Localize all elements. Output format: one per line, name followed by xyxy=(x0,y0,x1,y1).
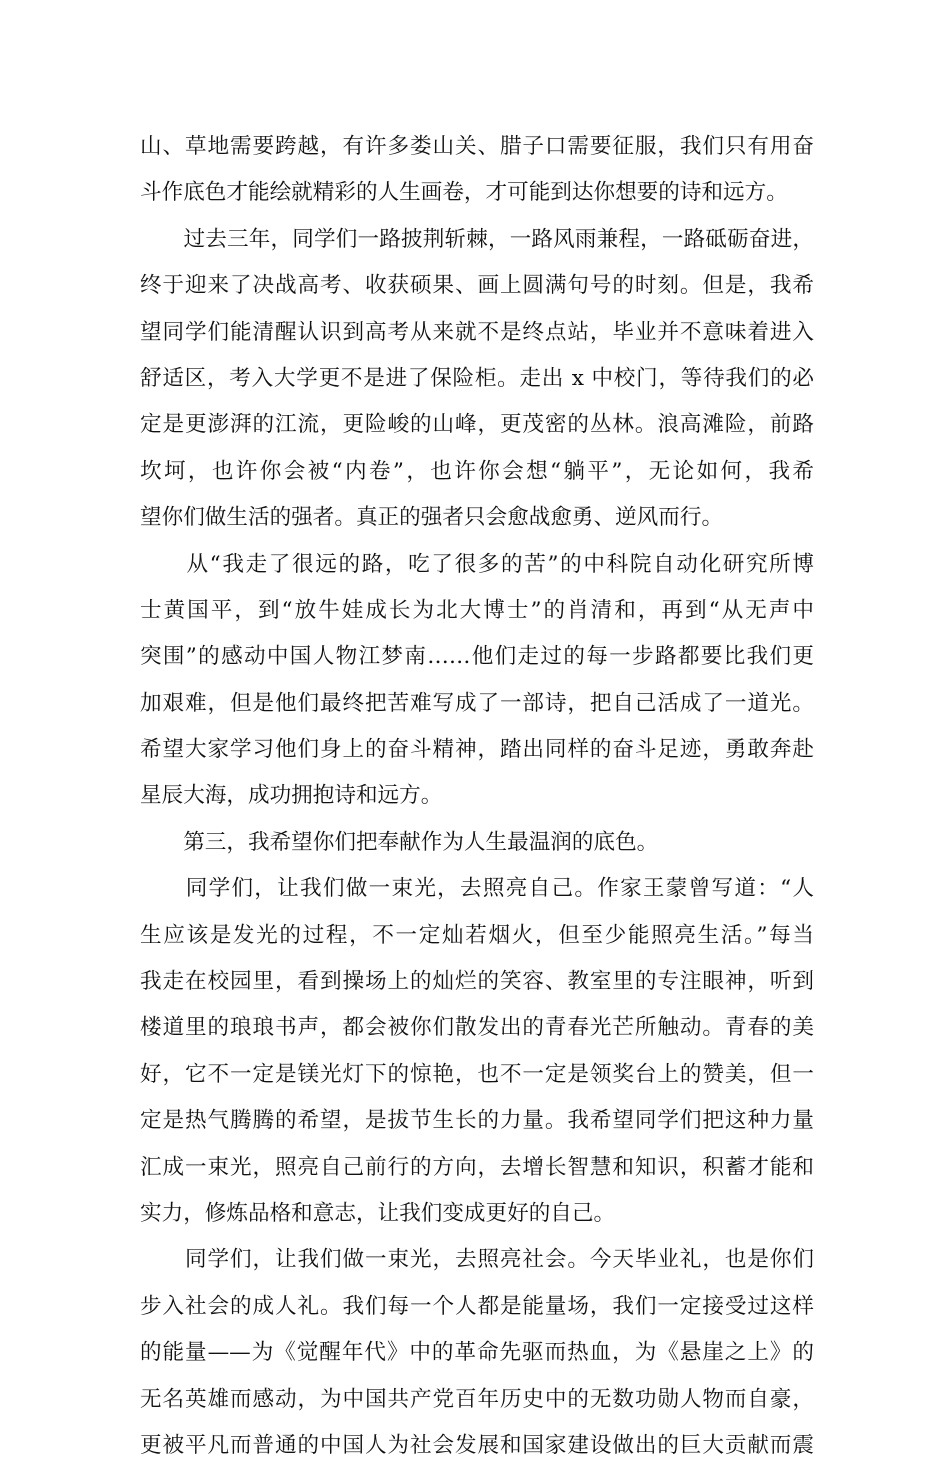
text-line: 楼道里的琅琅书声，都会被你们散发出的青春光芒所触动。青春的美 xyxy=(140,1015,814,1041)
text-line: 加艰难，但是他们最终把苦难写成了一部诗，把自己活成了一道光。 xyxy=(140,690,814,716)
text-line: 望你们做生活的强者。真正的强者只会愈战愈勇、逆风而行。 xyxy=(140,505,724,531)
text-line: 生应该是发光的过程，不一定灿若烟火，但至少能照亮生活。”每当 xyxy=(140,922,814,948)
text-line: 步入社会的成人礼。我们每一个人都是能量场，我们一定接受过这样 xyxy=(140,1293,814,1319)
text-line: 定是热气腾腾的希望，是拔节生长的力量。我希望同学们把这种力量 xyxy=(140,1108,814,1134)
text-line: 汇成一束光，照亮自己前行的方向，去增长智慧和知识，积蓄才能和 xyxy=(140,1154,814,1180)
text-line: 我走在校园里，看到操场上的灿烂的笑容、教室里的专注眼神，听到 xyxy=(140,969,814,995)
text-line: 同学们，让我们做一束光，去照亮社会。今天毕业礼，也是你们 xyxy=(140,1247,814,1273)
text-line: 同学们，让我们做一束光，去照亮自己。作家王蒙曾写道：“人 xyxy=(140,876,814,902)
text-line: 终于迎来了决战高考、收获硕果、画上圆满句号的时刻。但是，我希 xyxy=(140,273,814,299)
text-line: 好，它不一定是镁光灯下的惊艳，也不一定是领奖台上的赞美，但一 xyxy=(140,1061,814,1087)
document-body xyxy=(140,124,814,1469)
text-line: 希望大家学习他们身上的奋斗精神，踏出同样的奋斗足迹，勇敢奔赴 xyxy=(140,737,814,763)
text-line: 定是更澎湃的江流，更险峻的山峰，更茂密的丛林。浪高滩险，前路 xyxy=(140,412,814,438)
text-line: 突围”的感动中国人物江梦南……他们走过的每一步路都要比我们更 xyxy=(140,644,814,670)
text-line: 实力，修炼品格和意志，让我们变成更好的自己。 xyxy=(140,1200,616,1226)
text-line: 斗作底色才能绘就精彩的人生画卷，才可能到达你想要的诗和远方。 xyxy=(140,180,788,206)
text-line: 更被平凡而普通的中国人为社会发展和国家建设做出的巨大贡献而震 xyxy=(140,1432,814,1458)
text-line: 从“我走了很远的路，吃了很多的苦”的中科院自动化研究所博 xyxy=(140,551,814,577)
text-line: 坎坷，也许你会被“内卷”，也许你会想“躺平”，无论如何，我希 xyxy=(140,458,814,484)
text-line: 无名英雄而感动，为中国共产党百年历史中的无数功勋人物而自豪， xyxy=(140,1386,814,1412)
text-line: 望同学们能清醒认识到高考从来就不是终点站，毕业并不意味着进入 xyxy=(140,319,814,345)
text-line: 的能量——为《觉醒年代》中的革命先驱而热血，为《悬崖之上》的 xyxy=(140,1340,814,1366)
text-line: 星辰大海，成功拥抱诗和远方。 xyxy=(140,783,443,809)
text-line: 第三，我希望你们把奉献作为人生最温润的底色。 xyxy=(140,829,659,855)
text-line: 舒适区，考入大学更不是进了保险柜。走出 x 中校门，等待我们的必 xyxy=(140,365,814,391)
text-line: 山、草地需要跨越，有许多娄山关、腊子口需要征服，我们只有用奋 xyxy=(140,134,814,159)
text-line: 士黄国平，到“放牛娃成长为北大博士”的肖清和，再到“从无声中 xyxy=(140,597,814,623)
text-line: 过去三年，同学们一路披荆斩棘，一路风雨兼程，一路砥砺奋进， xyxy=(140,226,814,252)
